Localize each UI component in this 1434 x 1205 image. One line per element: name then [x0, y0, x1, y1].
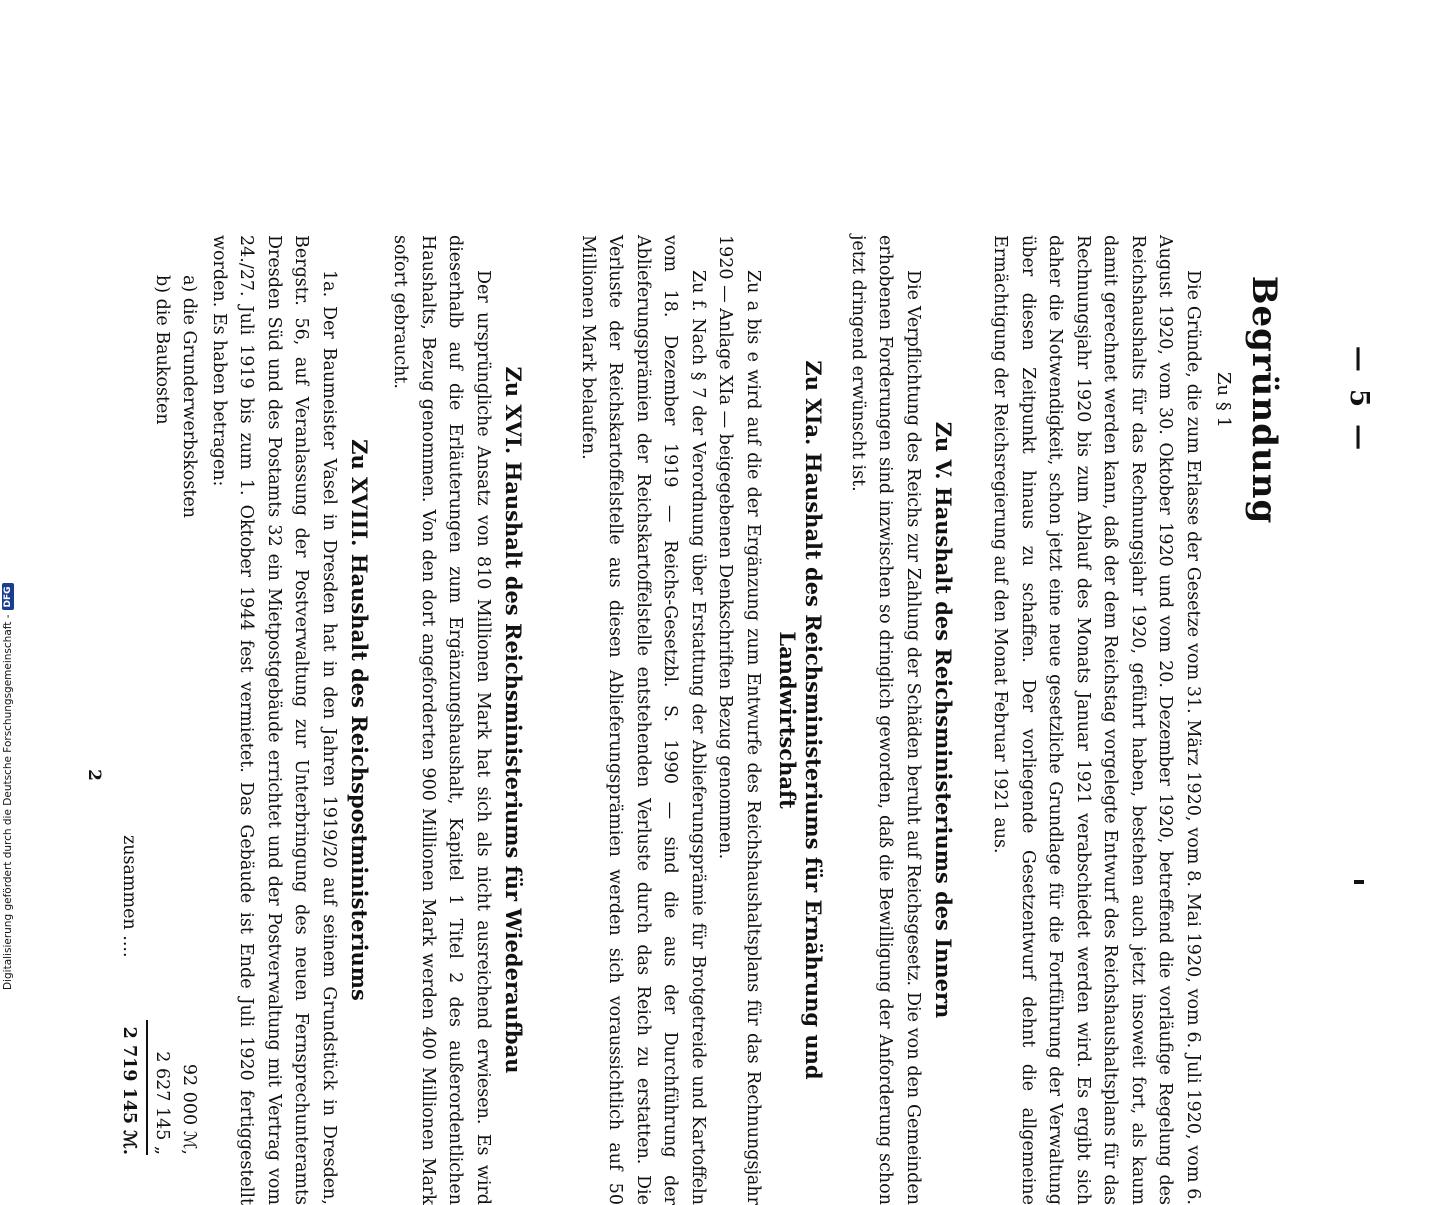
page-title: Begründung [1244, 275, 1284, 525]
page-number: — 5 — [1344, 345, 1374, 455]
cost-row-value: 92 000 ℳ, [179, 1063, 199, 1155]
paragraph-section-v [844, 235, 927, 1205]
digitization-credit [2, 583, 14, 990]
cost-table [115, 275, 202, 1155]
cost-row-label: a) die Grunderwerbskosten [179, 275, 199, 519]
heading-section-xia-line2: Landwirtschaft [775, 631, 800, 809]
paragraph-intro-text: Die Gründe, die zum Erlasse der Gesetze vom 31. März 1920, vom 8. Mai 1920, vom 6. Juli 1920, vom 6. August 1920, vom 30. Oktober 1920 und vom 20. Dezember 1920, betreffend die vorläufige Regelung des Reichshaushalts für das Rechnungsjahr 1920, geführt haben, bestehen auch jetzt insoweit fort, als kaum damit gerechnet werden kann, daß der dem Reichstag vorgelegte Entwurf des Reichshaushaltsplans für das Rechnungsjahr 1920 bis zum Ablauf des Monats Januar 1921 verabschiedet werden wird. Es ergibt sich daher die Notwendigkeit, schon jetzt eine neue gesetzliche Grundlage für die Fortführung der Verwaltung über diesen Zeitpunkt hinaus zu schaffen. Der vorliegende Gesetzentwurf dehnt die allgemeine Ermächtigung der Reichsregierung auf den Monat Februar 1921 aus. [990, 235, 1203, 1205]
paragraph-section-xia [574, 235, 767, 1205]
heading-section-xviii: Zu XVIII. Haushalt des Reichspostministeriums [347, 439, 372, 1001]
paragraph-section-v-text: Die Verpflichtung des Reichs zur Zahlung der Schäden beruht auf Reichsgesetz. Die von den Gemeinden erhobenen Forderungen sind inzwischen so dringlich geworden, daß die Bewilligung der Anforderung schon jetzt dringend erwünscht ist. [848, 235, 923, 1205]
paragraph-section-xviii-text: 1a. Der Baumeister Vasel in Dresden hat in den Jahren 1919/20 auf seinem Grundstück in Dresden, Bergstr. 56, auf Veranlassung der Postverwaltung zur Unterbringung des neuen Fernsprechunteramts Dresden Süd und des Postamts 32 ein Mietpostgebäude errichtet und der Postverwaltung mit Vertrag vom 24./27. Juli 1919 bis zum 1. Oktober 1944 fest vermietet. Das Gebäude ist Ende Juli 1920 fertiggestellt worden. Es haben betragen: [209, 235, 339, 1205]
signature-mark: 2 [84, 769, 104, 781]
cost-row-label: b) die Baukosten [152, 275, 172, 425]
paragraph-intro [986, 235, 1206, 1205]
heading-section-xia-line1: Zu XIa. Haushalt des Reichsministeriums für Ernährung und [801, 360, 826, 1080]
dfg-logo-icon: DFG [2, 583, 14, 610]
section-reference: Zu § 1 [1213, 372, 1234, 428]
cost-row [175, 275, 202, 1155]
paragraph-section-xvi-text: Der ursprüngliche Ansatz von 810 Millionen Mark hat sich als nicht ausreichend erwiesen. Es wird dieserhalb auf die Erläuterungen zum Ergänzungshaushalt, Kapitel 1 Titel 2 des außerordentlichen Haushalts, Bezug genommen. Von den dort angeforderten 900 Millionen Mark werden 400 Millionen Mark sofort gebraucht. [390, 235, 493, 1205]
paragraph-section-xviii [205, 235, 343, 1205]
heading-section-xia [774, 235, 826, 1205]
paragraph-section-xia-part2: Zu f. Nach § 7 der Verordnung über Erstattung der Ablieferungsprämie für Brotgetreide und Kartoffeln vom 18. Dezember 1919 — Reichs-Gesetzbl. S. 1990 — sind die aus der Durchführung der Ablieferungsprämien der Reichskartoffelstelle entstehenden Verluste durch das Reich zu erstatten. Die Verluste der Reichskartoffelstelle aus diesen Ablieferungsprämien werden sich voraussichtlich auf 50 Millionen Mark belaufen. [578, 235, 708, 1205]
heading-section-xvi: Zu XVI. Haushalt des Reichsministeriums für Wiederaufbau [501, 366, 526, 1074]
paragraph-section-xvi [386, 235, 496, 1205]
cost-row-value: 2 627 145 „ [146, 1020, 175, 1155]
paragraph-section-xia-part1: Zu a bis e wird auf die der Ergänzung zum Entwurfe des Reichshaushaltsplans für das Rechnungsjahr 1920 — Anlage XIa — beigegebenen Denkschriften Bezug genommen. [715, 235, 763, 1205]
cost-sum-value: 2 719 145 ℳ. [119, 1026, 139, 1155]
cost-sum-row [115, 275, 142, 1155]
digitization-credit-text: Digitalisierung gefördert durch die Deutsche Forschungsgemeinschaft - [2, 614, 14, 990]
cost-row [146, 275, 175, 1155]
margin-mark [1354, 880, 1364, 884]
cost-sum-label: zusammen .... [119, 835, 139, 958]
heading-section-v: Zu V. Haushalt des Reichsministeriums des Innern [931, 421, 956, 1019]
